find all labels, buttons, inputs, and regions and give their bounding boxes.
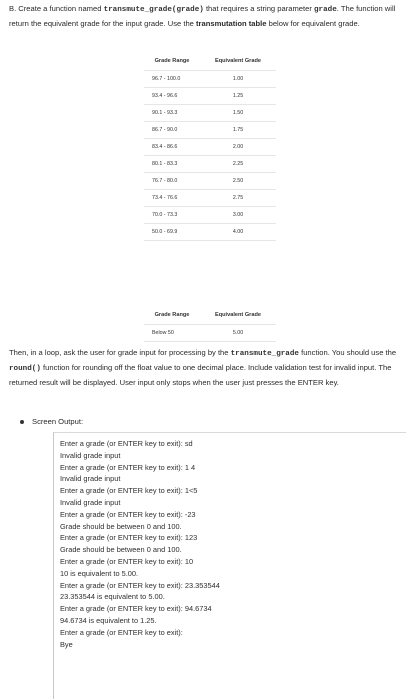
equivalent-grade-cell: 2.75 (200, 190, 276, 207)
console-line: Grade should be between 0 and 100. (60, 521, 182, 531)
parameter-code: grade (314, 6, 337, 14)
intro-text: . The function will return the equivalent grade for the input grade. Use the (9, 4, 396, 28)
instructions-paragraph (9, 2, 405, 31)
equivalent-grade-cell: 4.00 (200, 224, 276, 241)
loop-text: Then, in a loop, ask the user for grade input for processing by the (9, 348, 231, 357)
equivalent-grade-cell: 1.50 (200, 105, 276, 122)
console-line: Invalid grade input (60, 497, 121, 507)
bullet-label: Screen Output: (32, 417, 84, 426)
round-function-code: round() (9, 365, 41, 373)
column-header: Equivalent Grade (214, 58, 261, 64)
table-row (144, 224, 276, 241)
console-line: Enter a grade (or ENTER key to exit): 23.353544 (60, 580, 220, 590)
transmutation-table-term: transmutation table (196, 19, 267, 28)
console-line: Grade should be between 0 and 100. (60, 545, 182, 555)
column-header: Equivalent Grade (214, 312, 261, 318)
table-row (144, 207, 276, 224)
equivalent-grade-cell: 3.00 (200, 207, 276, 224)
table-row (144, 139, 276, 156)
table-row (144, 190, 276, 207)
console-line: Enter a grade (or ENTER key to exit): -23 (60, 509, 196, 519)
grade-range-cell: 83.4 - 86.6 (144, 139, 200, 156)
console-line: Enter a grade (or ENTER key to exit): 1 4 (60, 462, 196, 472)
console-line: Enter a grade (or ENTER key to exit): 10 (60, 556, 194, 566)
column-header: Grade Range (154, 312, 190, 318)
transmutation-table (144, 52, 276, 241)
console-output (53, 432, 406, 699)
console-line: Enter a grade (or ENTER key to exit): 123 (60, 533, 198, 543)
grade-range-cell: 80.1 - 83.3 (144, 156, 200, 173)
console-line: Invalid grade input (60, 450, 121, 460)
equivalent-grade-cell: 1.25 (200, 88, 276, 105)
equivalent-grade-cell: 2.50 (200, 173, 276, 190)
console-line: Enter a grade (or ENTER key to exit): sd (60, 439, 193, 448)
console-line: 23.353544 is equivalent to 5.00. (60, 592, 165, 602)
console-line: Invalid grade input (60, 474, 121, 484)
table-row (144, 156, 276, 173)
console-line: 94.6734 is equivalent to 1.25. (60, 615, 157, 625)
console-line: Enter a grade (or ENTER key to exit): 1<5 (60, 486, 198, 496)
loop-text: function for rounding off the float value to one decimal place. Include validation test for invalid input. The returned result will be displayed. User input only stops when the user just presses the ENTER key. (9, 363, 392, 387)
table-row (144, 325, 276, 342)
console-line: Bye (60, 639, 73, 649)
equivalent-grade-cell: 1.75 (200, 122, 276, 139)
loop-instructions-paragraph (9, 346, 405, 390)
console-line: 10 is equivalent to 5.00. (60, 568, 139, 578)
intro-text: B. Create a function named (9, 4, 104, 13)
grade-range-cell: 93.4 - 96.6 (144, 88, 200, 105)
table-row (144, 88, 276, 105)
console-line: Enter a grade (or ENTER key to exit): (60, 627, 183, 637)
grade-range-cell: Below 50 (144, 325, 200, 342)
grade-range-cell: 50.0 - 69.9 (144, 224, 200, 241)
grade-range-cell: 70.0 - 73.3 (144, 207, 200, 224)
grade-range-cell: 90.1 - 93.3 (144, 105, 200, 122)
equivalent-grade-cell: 2.00 (200, 139, 276, 156)
function-name-code: transmute_grade(grade) (103, 6, 204, 14)
screen-output-bullet (20, 416, 83, 428)
grade-range-cell: 73.4 - 76.6 (144, 190, 200, 207)
bullet-dot-icon (20, 420, 24, 424)
grade-range-cell: 86.7 - 90.0 (144, 122, 200, 139)
console-line: Enter a grade (or ENTER key to exit): 94.6734 (60, 604, 212, 614)
table-row (144, 122, 276, 139)
loop-text: function. You should use the (298, 348, 397, 357)
intro-text: below for equivalent grade. (266, 19, 360, 28)
grade-range-cell: 96.7 - 100.0 (144, 71, 200, 88)
intro-text: that requires a string parameter (203, 4, 314, 13)
equivalent-grade-cell: 5.00 (200, 325, 276, 342)
table-row (144, 71, 276, 88)
table-row (144, 173, 276, 190)
equivalent-grade-cell: 1.00 (200, 71, 276, 88)
column-header: Grade Range (154, 58, 190, 64)
function-name-code: transmute_grade (230, 350, 299, 358)
below-50-table (144, 306, 276, 342)
grade-range-cell: 76.7 - 80.0 (144, 173, 200, 190)
table-row (144, 105, 276, 122)
equivalent-grade-cell: 2.25 (200, 156, 276, 173)
